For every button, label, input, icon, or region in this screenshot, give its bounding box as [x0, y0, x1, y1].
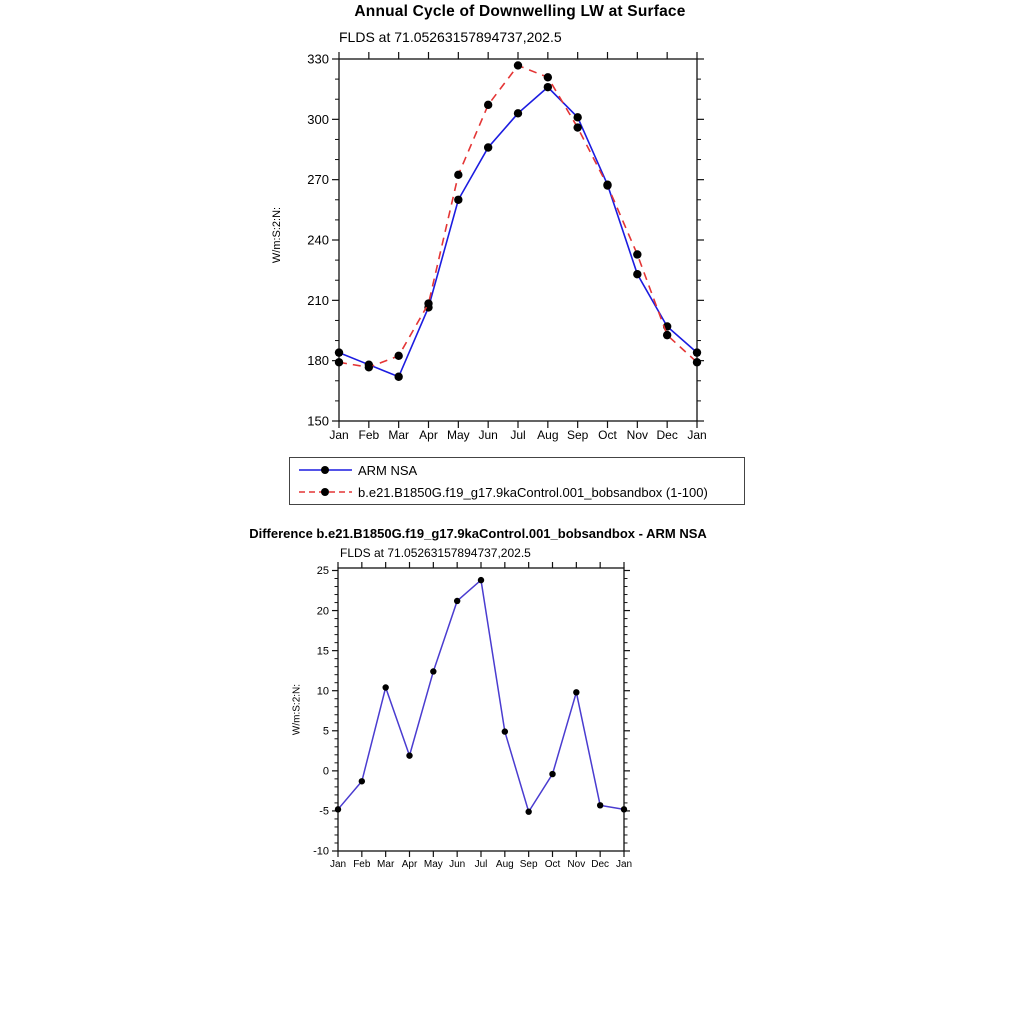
- y-tick-label: 10: [316, 685, 329, 698]
- bottom-chart-y-axis-label: W/m:S:2:N:: [291, 683, 303, 736]
- top-chart: [250, 45, 750, 445]
- x-tick-label: Jan: [615, 859, 633, 870]
- x-tick-label: Oct: [544, 859, 561, 870]
- legend-line-sample-dashed: [296, 484, 356, 500]
- plot-box: [338, 568, 624, 851]
- series-markers-1: [335, 61, 701, 371]
- x-tick-label: Jun: [449, 859, 466, 870]
- x-tick-label: Dec: [591, 859, 610, 870]
- x-tick-label: Oct: [598, 428, 617, 442]
- legend-marker-dot: [321, 488, 329, 496]
- y-tick-label: 25: [316, 565, 329, 578]
- legend-line-sample-solid: [296, 462, 356, 478]
- legend-item-model: [296, 481, 744, 503]
- x-tick-label: Jan: [329, 428, 349, 442]
- y-tick-label: 20: [316, 605, 329, 618]
- legend-label-model: b.e21.B1850G.f19_g17.9kaControl.001_bobsandbox (1-100): [358, 484, 708, 500]
- y-tick-label: 150: [307, 413, 329, 429]
- x-tick-label: Nov: [626, 428, 649, 442]
- x-tick-label: Dec: [656, 428, 678, 442]
- x-tick-label: Feb: [358, 428, 380, 442]
- x-tick-label: Mar: [377, 859, 395, 870]
- x-tick-label: Jan: [329, 859, 347, 870]
- y-tick-label: 15: [316, 645, 329, 658]
- x-tick-label: May: [423, 859, 443, 870]
- x-axis-ticks: [330, 562, 632, 870]
- top-chart-title: Annual Cycle of Downwelling LW at Surface: [354, 3, 686, 20]
- series-line-0: [338, 580, 624, 812]
- bottom-chart: [270, 555, 660, 875]
- y-tick-label: 300: [307, 111, 329, 127]
- x-tick-label: Mar: [388, 428, 410, 442]
- y-tick-label: 210: [307, 292, 329, 308]
- series-markers-0: [335, 577, 627, 815]
- y-tick-label: -10: [313, 845, 329, 858]
- x-tick-label: Feb: [353, 859, 371, 870]
- x-tick-label: Sep: [566, 428, 589, 442]
- y-axis-ticks: [307, 51, 704, 428]
- legend-label-arm-nsa: ARM NSA: [358, 462, 418, 478]
- y-tick-label: 5: [322, 725, 329, 738]
- legend-box: [289, 457, 745, 505]
- series-line-0: [339, 87, 697, 377]
- y-axis-minor-ticks: [335, 579, 628, 843]
- x-tick-label: Nov: [567, 859, 586, 870]
- x-tick-label: Sep: [519, 859, 538, 870]
- y-tick-label: 180: [307, 353, 329, 369]
- x-tick-label: Jan: [687, 428, 707, 442]
- y-axis-ticks: [313, 565, 630, 858]
- y-tick-label: 240: [307, 232, 329, 248]
- y-tick-label: 270: [307, 172, 329, 188]
- x-tick-label: Jul: [474, 859, 488, 870]
- x-tick-label: May: [446, 428, 470, 442]
- y-tick-label: -5: [319, 805, 329, 818]
- bottom-chart-title: Difference b.e21.B1850G.f19_g17.9kaControl.001_bobsandbox - ARM NSA: [249, 526, 707, 541]
- top-chart-y-axis-label: W/m:S:2:N:: [271, 206, 283, 264]
- x-tick-label: Apr: [401, 859, 418, 870]
- x-tick-label: Jun: [478, 428, 498, 442]
- y-tick-label: 330: [307, 51, 329, 67]
- y-tick-label: 0: [322, 765, 329, 778]
- x-tick-label: Aug: [537, 428, 559, 442]
- x-tick-label: Jul: [510, 428, 526, 442]
- legend-item-arm-nsa: [296, 459, 744, 481]
- bottom-chart-subtitle: FLDS at 71.05263157894737,202.5: [340, 546, 531, 560]
- y-axis-minor-ticks: [335, 79, 701, 401]
- legend-marker-dot: [321, 466, 329, 474]
- x-tick-label: Aug: [495, 859, 514, 870]
- x-tick-label: Apr: [419, 428, 438, 442]
- top-chart-subtitle: FLDS at 71.05263157894737,202.5: [339, 29, 562, 45]
- series-markers-0: [335, 83, 701, 381]
